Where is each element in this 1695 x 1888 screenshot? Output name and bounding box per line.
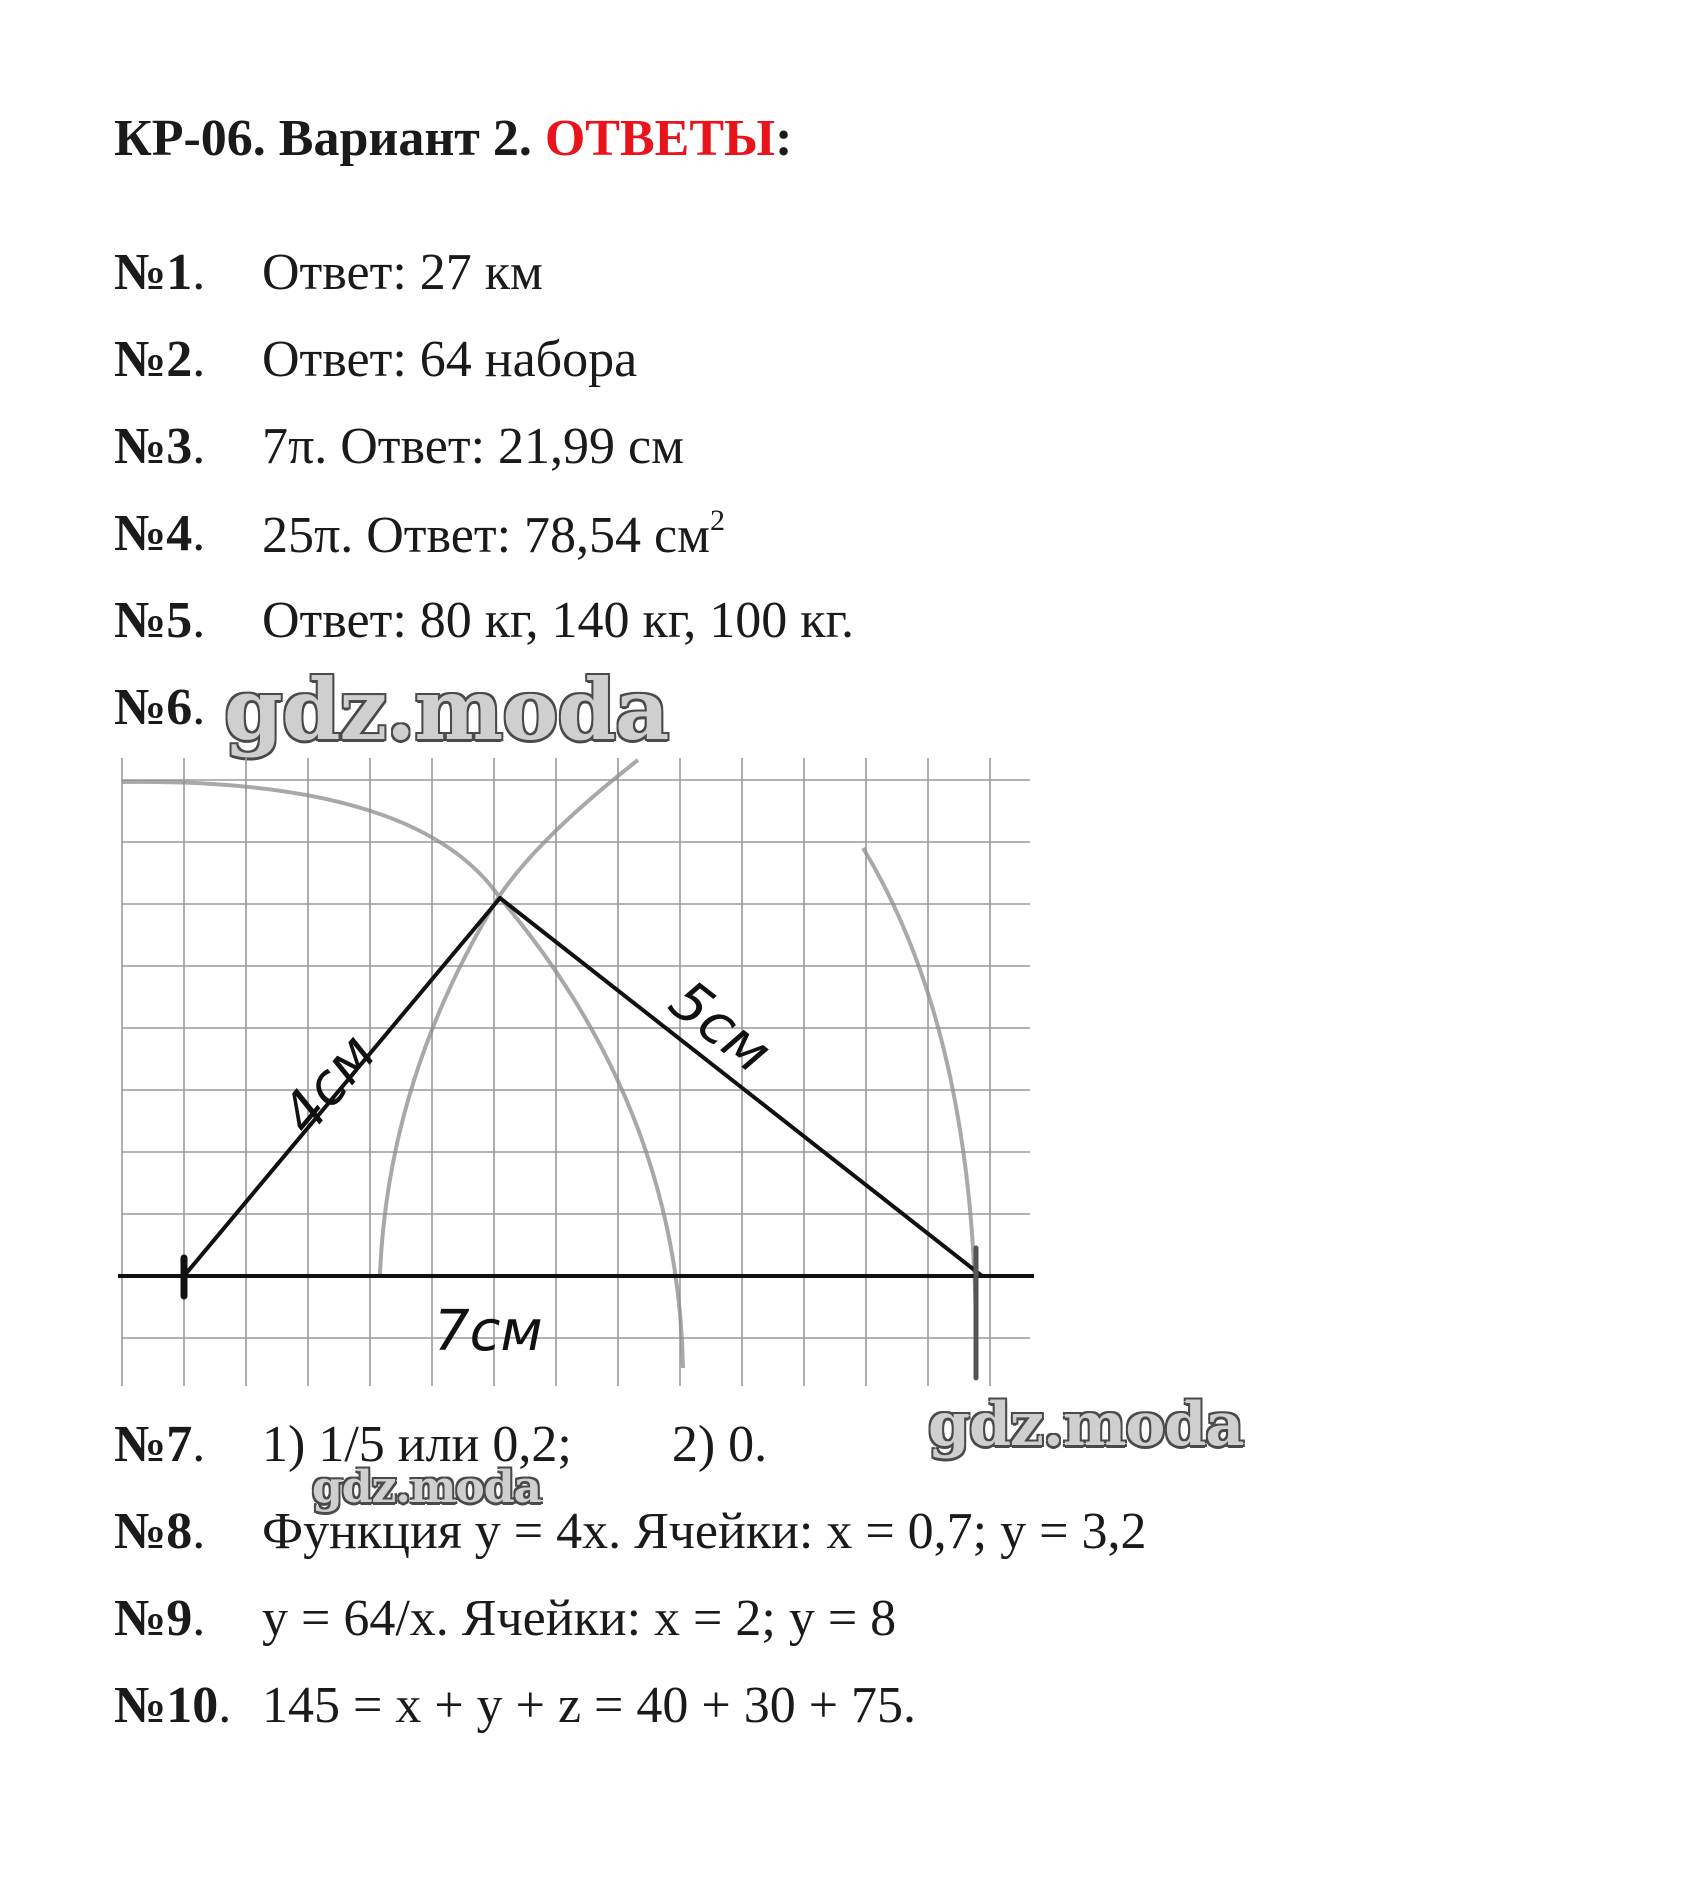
- title-suffix: :: [775, 110, 793, 167]
- answer-separator: .: [192, 1416, 206, 1473]
- answer-number: №6: [114, 679, 193, 736]
- label-4cm: 4см: [268, 1021, 389, 1147]
- answer-number: №8: [114, 1503, 193, 1560]
- answer-row-7: [114, 1414, 768, 1476]
- answer-text: Ответ: 27 км: [262, 244, 543, 301]
- label-7cm: 7см: [434, 1299, 543, 1364]
- answer-number: №10: [114, 1677, 219, 1734]
- triangle-right-side: [500, 898, 982, 1276]
- arc-radius-4: [122, 782, 683, 1368]
- answer-number: №4: [114, 505, 193, 562]
- answer-number: №9: [114, 1590, 193, 1647]
- arc-radius-7: [863, 848, 976, 1358]
- answer-text: 145 = х + у + z = 40 + 30 + 75.: [262, 1677, 917, 1734]
- answer-row-3: [114, 416, 685, 478]
- watermark: gdz.moda: [928, 1390, 1244, 1460]
- answer-part-1: 1) 1/5 или 0,2;: [262, 1416, 572, 1473]
- answer-text: у = 64/х. Ячейки: х = 2; у = 8: [262, 1590, 897, 1647]
- answer-row-4: [114, 503, 726, 565]
- answer-number: №2: [114, 331, 193, 388]
- answer-number: №5: [114, 592, 193, 649]
- arc-radius-5: [380, 760, 638, 1274]
- page-title: [114, 108, 792, 170]
- answer-separator: .: [192, 505, 206, 562]
- answer-row-1: [114, 242, 543, 304]
- answer-separator: .: [192, 418, 206, 475]
- answer-number: №3: [114, 418, 193, 475]
- answer-text: Ответ: 80 кг, 140 кг, 100 кг.: [262, 592, 854, 649]
- answer-row-5: [114, 590, 854, 652]
- answer-text: 7π. Ответ: 21,99 см: [262, 418, 685, 475]
- title-accent: ОТВЕТЫ: [544, 110, 776, 167]
- answer-separator: .: [192, 679, 206, 736]
- grid: [122, 758, 1030, 1386]
- superscript: 2: [710, 504, 726, 537]
- answer-number: №1: [114, 244, 193, 301]
- answer-row-8: [114, 1501, 1147, 1563]
- label-5cm: 5см: [657, 967, 784, 1086]
- answer-text: 25π. Ответ: 78,54 см: [262, 507, 711, 564]
- triangle: [118, 898, 1034, 1378]
- answer-row-2: [114, 329, 638, 391]
- watermark: gdz.moda: [312, 1462, 542, 1513]
- answer-text-wrap: [262, 503, 725, 567]
- title-prefix: КР-06. Вариант 2.: [114, 110, 532, 167]
- answer-row-9: [114, 1588, 897, 1650]
- answer-row-6: [114, 677, 205, 739]
- answer-separator: .: [192, 1503, 206, 1560]
- answer-part-2: 2) 0.: [671, 1416, 768, 1473]
- answer-separator: .: [192, 1590, 206, 1647]
- watermark: gdz.moda: [224, 660, 669, 759]
- triangle-construction-drawing: [118, 758, 1034, 1388]
- answer-separator: .: [192, 331, 206, 388]
- answer-separator: .: [218, 1677, 232, 1734]
- answer-text: Ответ: 64 набора: [262, 331, 638, 388]
- answer-text: Функция у = 4х. Ячейки: х = 0,7; у = 3,2: [262, 1503, 1147, 1560]
- answer-row-10: [114, 1675, 917, 1737]
- answer-number: №7: [114, 1416, 193, 1473]
- answer-separator: .: [192, 244, 206, 301]
- answer-separator: .: [192, 592, 206, 649]
